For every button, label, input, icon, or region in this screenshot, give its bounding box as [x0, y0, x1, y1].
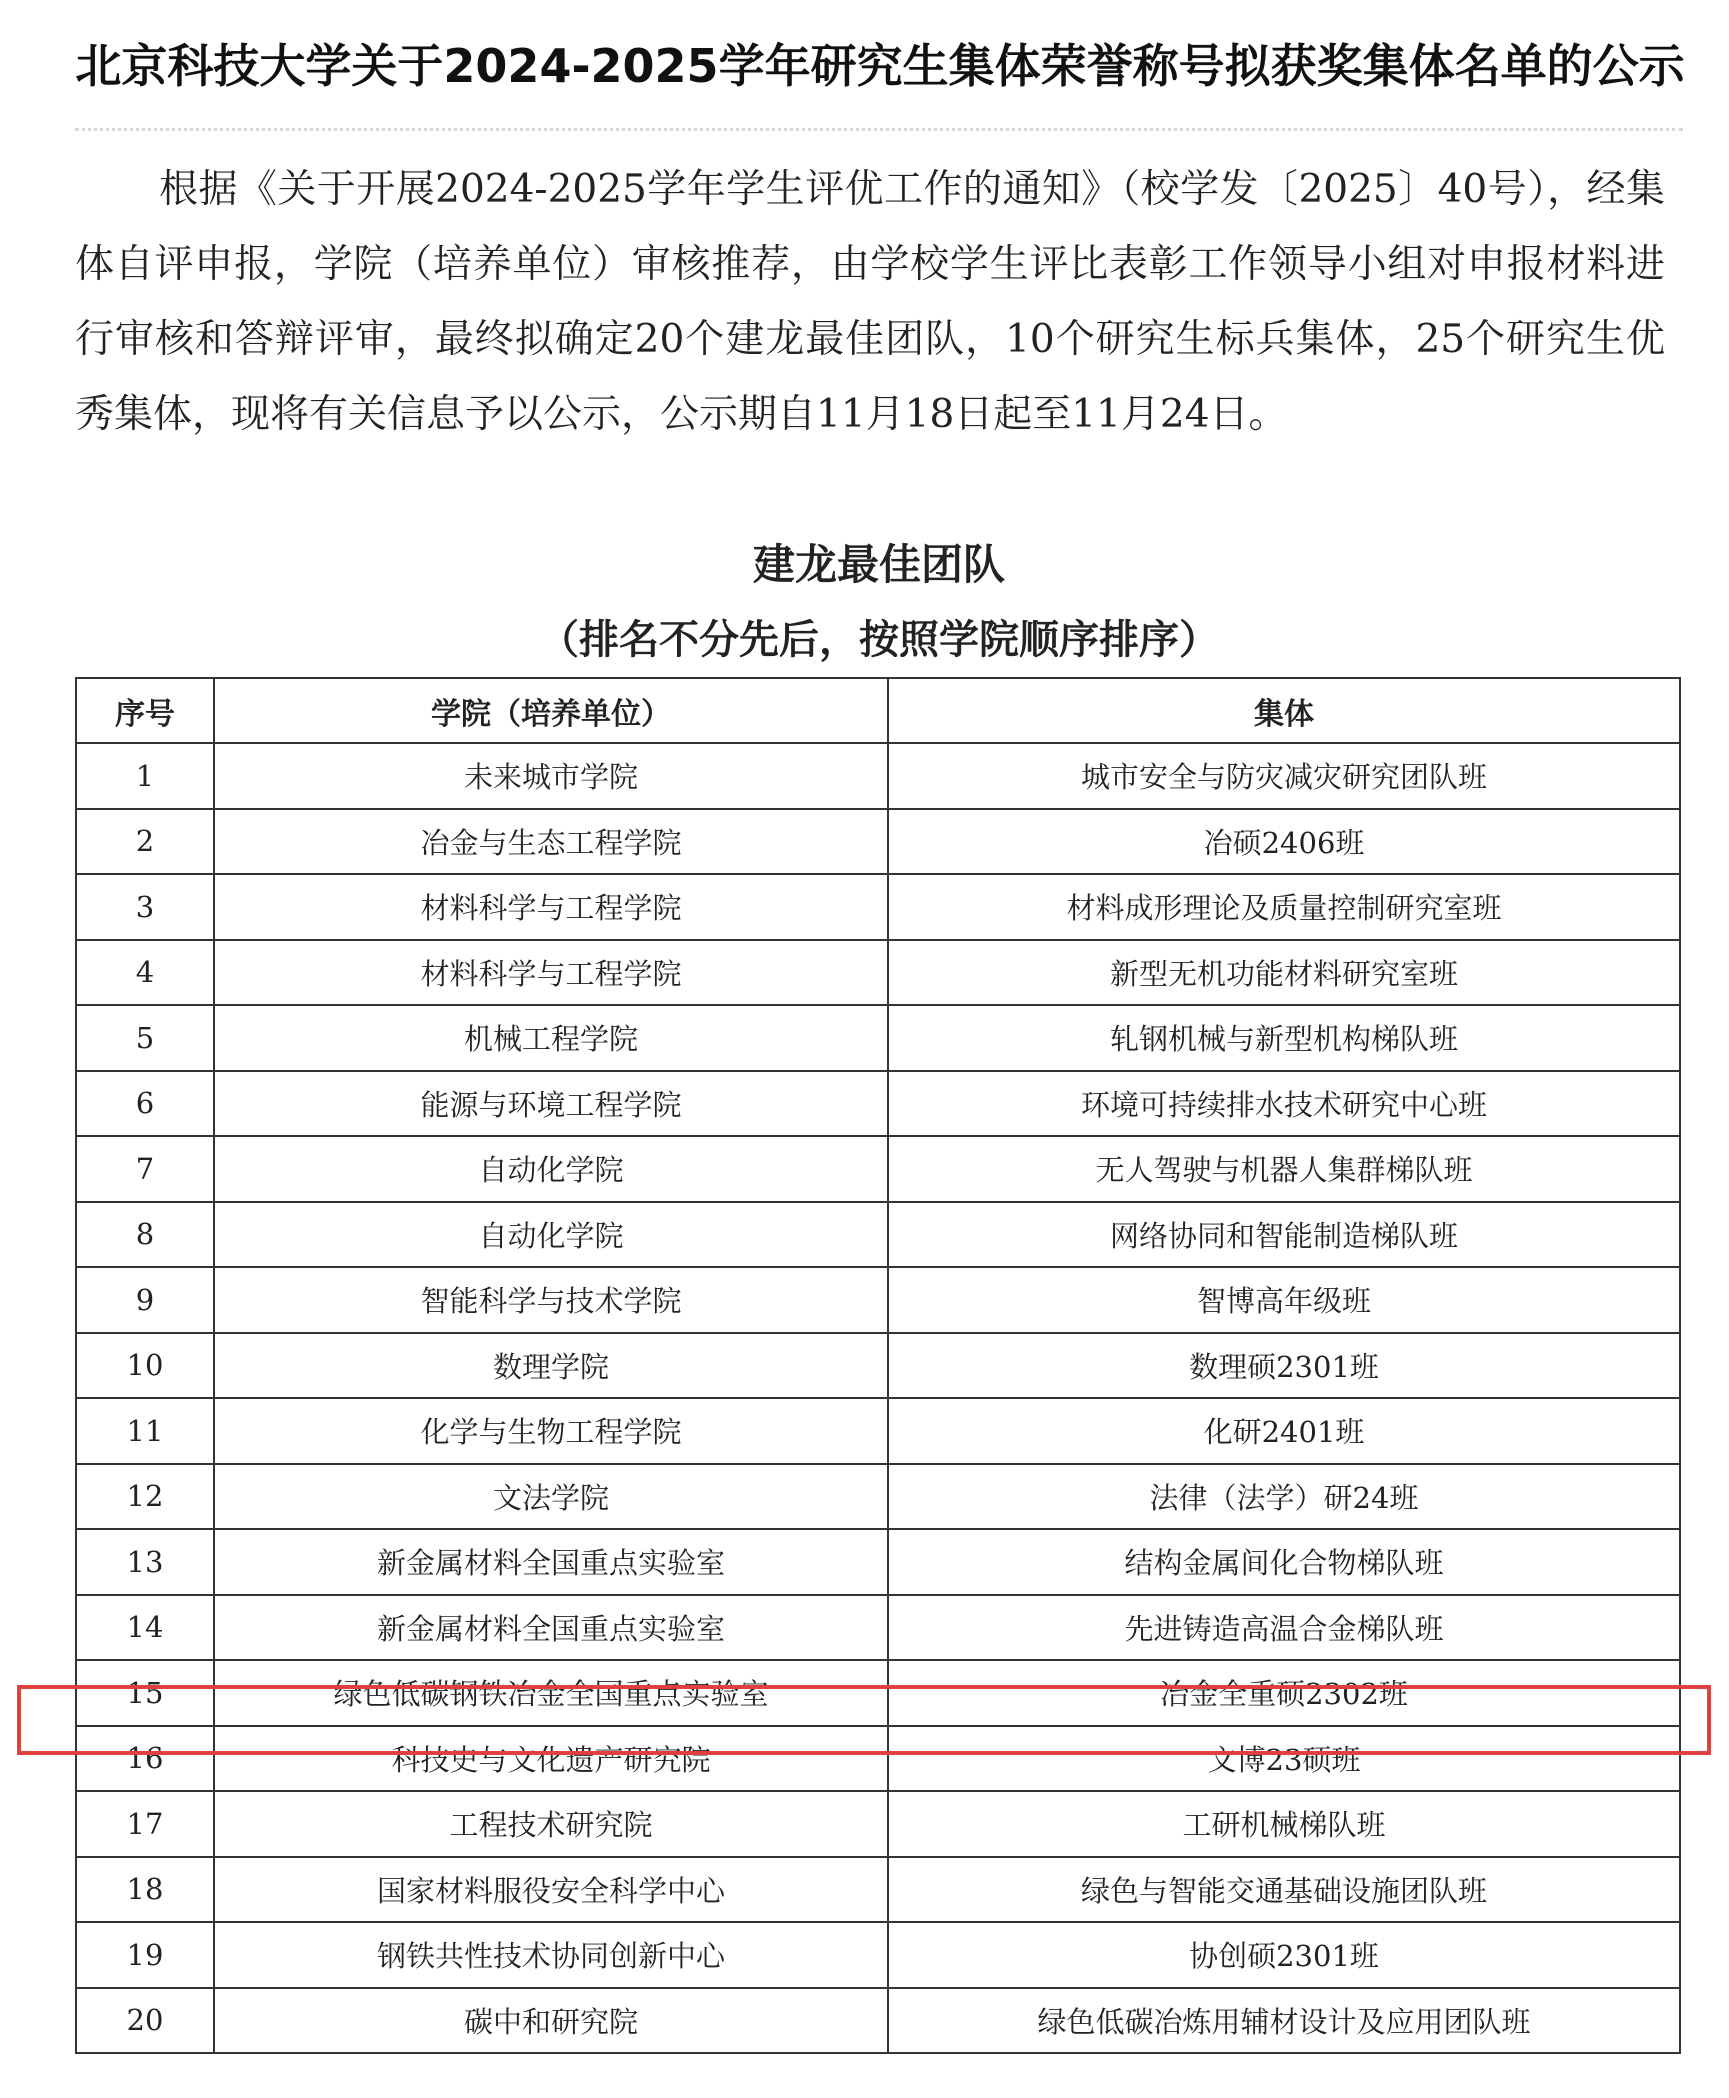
row-index: 16	[76, 1726, 214, 1792]
row-index: 7	[76, 1136, 214, 1202]
row-index: 4	[76, 940, 214, 1006]
table-row	[76, 1398, 1680, 1464]
table-row	[76, 1136, 1680, 1202]
row-college: 绿色低碳钢铁冶金全国重点实验室	[214, 1660, 888, 1726]
row-index: 14	[76, 1595, 214, 1661]
table-row	[76, 1791, 1680, 1857]
header-group: 集体	[888, 678, 1680, 743]
row-college: 工程技术研究院	[214, 1791, 888, 1857]
row-college: 材料科学与工程学院	[214, 940, 888, 1006]
page-title: 北京科技大学关于2024-2025学年研究生集体荣誉称号拟获奖集体名单的公示	[75, 39, 1685, 93]
row-index: 3	[76, 874, 214, 940]
header-college: 学院（培养单位）	[214, 678, 888, 743]
row-index: 1	[76, 743, 214, 809]
row-college: 国家材料服役安全科学中心	[214, 1857, 888, 1923]
table-row	[76, 1922, 1680, 1988]
row-group: 数理硕2301班	[888, 1333, 1680, 1399]
row-index: 6	[76, 1071, 214, 1137]
row-group: 网络协同和智能制造梯队班	[888, 1202, 1680, 1268]
row-group: 协创硕2301班	[888, 1922, 1680, 1988]
row-index: 20	[76, 1988, 214, 2054]
table-row	[76, 1857, 1680, 1923]
intro-paragraph: 根据《关于开展2024-2025学年学生评优工作的通知》（校学发〔2025〕40号），经集体自评申报，学院（培养单位）审核推荐，由学校学生评比表彰工作领导小组对申报材料进行审核和答辩评审，最终拟确定20个建龙最佳团队，10个研究生标兵集体，25个研究生优秀集体，现将有关信息予以公示，公示期自11月18日起至11月24日。	[75, 167, 1665, 437]
table-row	[76, 809, 1680, 875]
table-row	[76, 1595, 1680, 1661]
section-subtitle: （排名不分先后，按照学院顺序排序）	[539, 617, 1219, 663]
row-group: 结构金属间化合物梯队班	[888, 1529, 1680, 1595]
row-index: 10	[76, 1333, 214, 1399]
row-group: 法律（法学）研24班	[888, 1464, 1680, 1530]
row-college: 碳中和研究院	[214, 1988, 888, 2054]
table-row	[76, 1529, 1680, 1595]
row-college: 智能科学与技术学院	[214, 1267, 888, 1333]
row-college: 新金属材料全国重点实验室	[214, 1595, 888, 1661]
dotted-divider	[75, 128, 1683, 131]
table-row	[76, 1988, 1680, 2054]
row-college: 化学与生物工程学院	[214, 1398, 888, 1464]
table-row	[76, 1071, 1680, 1137]
table-row	[76, 874, 1680, 940]
table-row	[76, 1267, 1680, 1333]
row-college: 新金属材料全国重点实验室	[214, 1529, 888, 1595]
row-index: 8	[76, 1202, 214, 1268]
row-college: 材料科学与工程学院	[214, 874, 888, 940]
row-group: 材料成形理论及质量控制研究室班	[888, 874, 1680, 940]
row-college: 自动化学院	[214, 1202, 888, 1268]
row-college: 数理学院	[214, 1333, 888, 1399]
table-row	[76, 743, 1680, 809]
row-index: 11	[76, 1398, 214, 1464]
row-group: 冶硕2406班	[888, 809, 1680, 875]
row-group: 轧钢机械与新型机构梯队班	[888, 1005, 1680, 1071]
row-index: 19	[76, 1922, 214, 1988]
row-college: 文法学院	[214, 1464, 888, 1530]
header-index: 序号	[76, 678, 214, 743]
table-row	[76, 1005, 1680, 1071]
row-college: 未来城市学院	[214, 743, 888, 809]
row-group: 文博23硕班	[888, 1726, 1680, 1792]
table-row	[76, 1726, 1680, 1792]
row-index: 17	[76, 1791, 214, 1857]
row-index: 13	[76, 1529, 214, 1595]
row-group: 化研2401班	[888, 1398, 1680, 1464]
row-index: 9	[76, 1267, 214, 1333]
row-college: 机械工程学院	[214, 1005, 888, 1071]
row-college: 科技史与文化遗产研究院	[214, 1726, 888, 1792]
table-row	[76, 1333, 1680, 1399]
table-row	[76, 1202, 1680, 1268]
award-table	[75, 677, 1681, 2054]
row-group: 先进铸造高温合金梯队班	[888, 1595, 1680, 1661]
row-group: 绿色低碳冶炼用辅材设计及应用团队班	[888, 1988, 1680, 2054]
row-college: 能源与环境工程学院	[214, 1071, 888, 1137]
row-group: 环境可持续排水技术研究中心班	[888, 1071, 1680, 1137]
section-title: 建龙最佳团队	[752, 540, 1005, 589]
table-row	[76, 940, 1680, 1006]
row-index: 12	[76, 1464, 214, 1530]
row-group: 城市安全与防灾减灾研究团队班	[888, 743, 1680, 809]
row-index: 5	[76, 1005, 214, 1071]
row-group: 无人驾驶与机器人集群梯队班	[888, 1136, 1680, 1202]
row-college: 自动化学院	[214, 1136, 888, 1202]
row-index: 18	[76, 1857, 214, 1923]
row-group: 绿色与智能交通基础设施团队班	[888, 1857, 1680, 1923]
row-college: 冶金与生态工程学院	[214, 809, 888, 875]
row-college: 钢铁共性技术协同创新中心	[214, 1922, 888, 1988]
row-index: 15	[76, 1660, 214, 1726]
table-header-row	[76, 678, 1680, 743]
table-row	[76, 1464, 1680, 1530]
row-index: 2	[76, 809, 214, 875]
table-row-highlighted	[76, 1660, 1680, 1726]
row-group: 智博高年级班	[888, 1267, 1680, 1333]
row-group: 冶金全重硕2302班	[888, 1660, 1680, 1726]
row-group: 新型无机功能材料研究室班	[888, 940, 1680, 1006]
row-group: 工研机械梯队班	[888, 1791, 1680, 1857]
